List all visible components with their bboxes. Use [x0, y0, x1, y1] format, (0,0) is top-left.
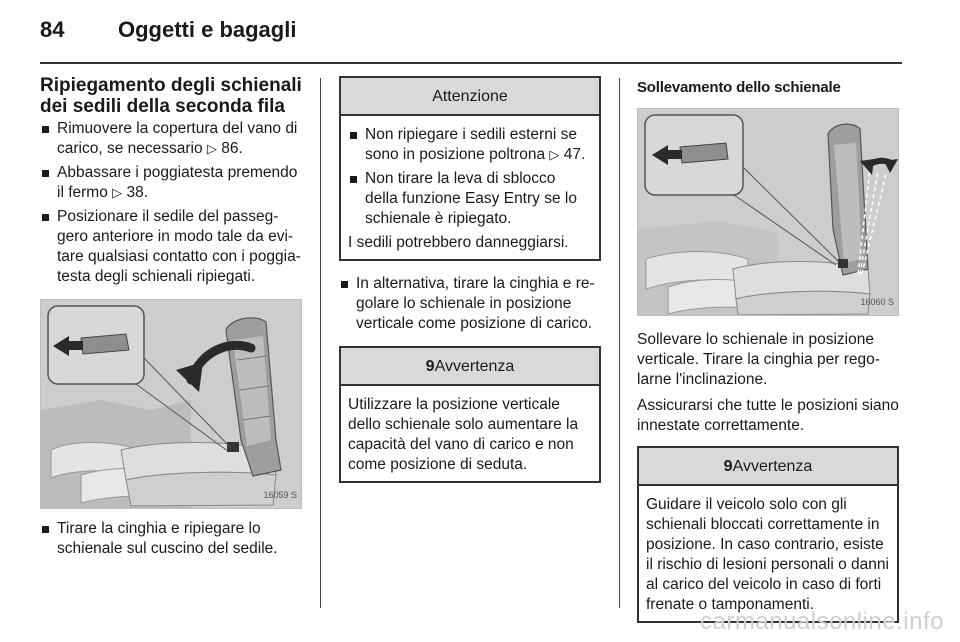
list-item [348, 169, 592, 229]
attention-title: Attenzione [341, 78, 599, 116]
figure-label: 16060 S [860, 297, 894, 307]
header-rule [40, 62, 902, 64]
attention-box [339, 76, 601, 261]
column-1 [40, 72, 302, 563]
watermark: carmanualsonline.info [700, 608, 944, 635]
warning-box [637, 446, 899, 623]
triangle-right-icon: ▷ [112, 185, 123, 200]
warning-triangle-icon: 9 [723, 458, 733, 475]
list-item-text: Rimuovere la copertura del vano di carico, se necessario [57, 120, 298, 157]
triangle-right-icon: ▷ [549, 147, 560, 162]
list-item-text: Non tirare la leva di sblocco della funzione Easy Entry se lo schienale è ripiegato. [365, 170, 577, 227]
list-item [339, 274, 601, 334]
warning-triangle-icon: 9 [425, 358, 435, 375]
list-item-text: Abbassare i poggiatesta premendo il fermo [57, 164, 298, 201]
list-item [40, 207, 302, 287]
list-item [40, 163, 302, 203]
figure-label: 16059 S [263, 490, 297, 500]
attention-body [341, 116, 599, 259]
page-reference[interactable]: 47. [563, 146, 586, 163]
seat-raise-illustration [637, 108, 899, 316]
triangle-right-icon: ▷ [206, 141, 217, 156]
column-3 [637, 72, 899, 623]
list-item-text: Non ripiegare i sedili esterni se sono in posizione poltrona [365, 126, 577, 163]
list-item-text: Posizionare il sedile del passeg-gero anteriore in modo tale da evi-tare qualsiasi contatto con i poggia-testa degli schienali ripiegati. [57, 208, 301, 285]
running-title: Oggetti e bagagli [118, 17, 297, 42]
warning-box [339, 346, 601, 483]
warning-title-text: Avvertenza [732, 458, 813, 475]
column-2 [339, 72, 601, 483]
column-divider [619, 78, 620, 608]
paragraph: Sollevare lo schienale in posizione verticale. Tirare la cinghia per rego-larne l'inclinazione. [637, 331, 880, 388]
subheading: Sollevamento dello schienale [637, 79, 841, 96]
warning-text: Utilizzare la posizione verticale dello schienale solo aumentare la capacità del vano di carico e non come posizione di seduta. [348, 396, 579, 473]
column-divider [320, 78, 321, 608]
attention-footer: I sedili potrebbero danneggiarsi. [348, 234, 569, 251]
list-item [40, 519, 302, 559]
paragraph: Assicurarsi che tutte le posizioni siano innestate correttamente. [637, 397, 899, 434]
seat-fold-illustration [40, 299, 302, 509]
list-item-text: Tirare la cinghia e ripiegare lo schienale sul cuscino del sedile. [57, 520, 278, 557]
warning-title [341, 348, 599, 386]
warning-title-text: Avvertenza [434, 358, 515, 375]
page-number: 84 [40, 17, 65, 42]
section-heading: Ripiegamento degli schienali dei sedili della seconda fila [40, 75, 302, 117]
page-reference[interactable]: 38. [126, 184, 149, 201]
warning-body [639, 486, 897, 621]
warning-title [639, 448, 897, 486]
page-reference[interactable]: 86. [221, 140, 243, 157]
warning-text: Guidare il veicolo solo con gli schienali bloccati correttamente in posizione. In caso contrario, esiste il rischio di lesioni personali o danni al carico del veicolo in caso di forti frenate o tamponamenti. [646, 496, 889, 613]
list-item [348, 125, 592, 165]
warning-body [341, 386, 599, 481]
list-item [40, 119, 302, 159]
list-item-text: In alternativa, tirare la cinghia e re-golare lo schienale in posizione verticale come posizione di carico. [356, 275, 595, 332]
